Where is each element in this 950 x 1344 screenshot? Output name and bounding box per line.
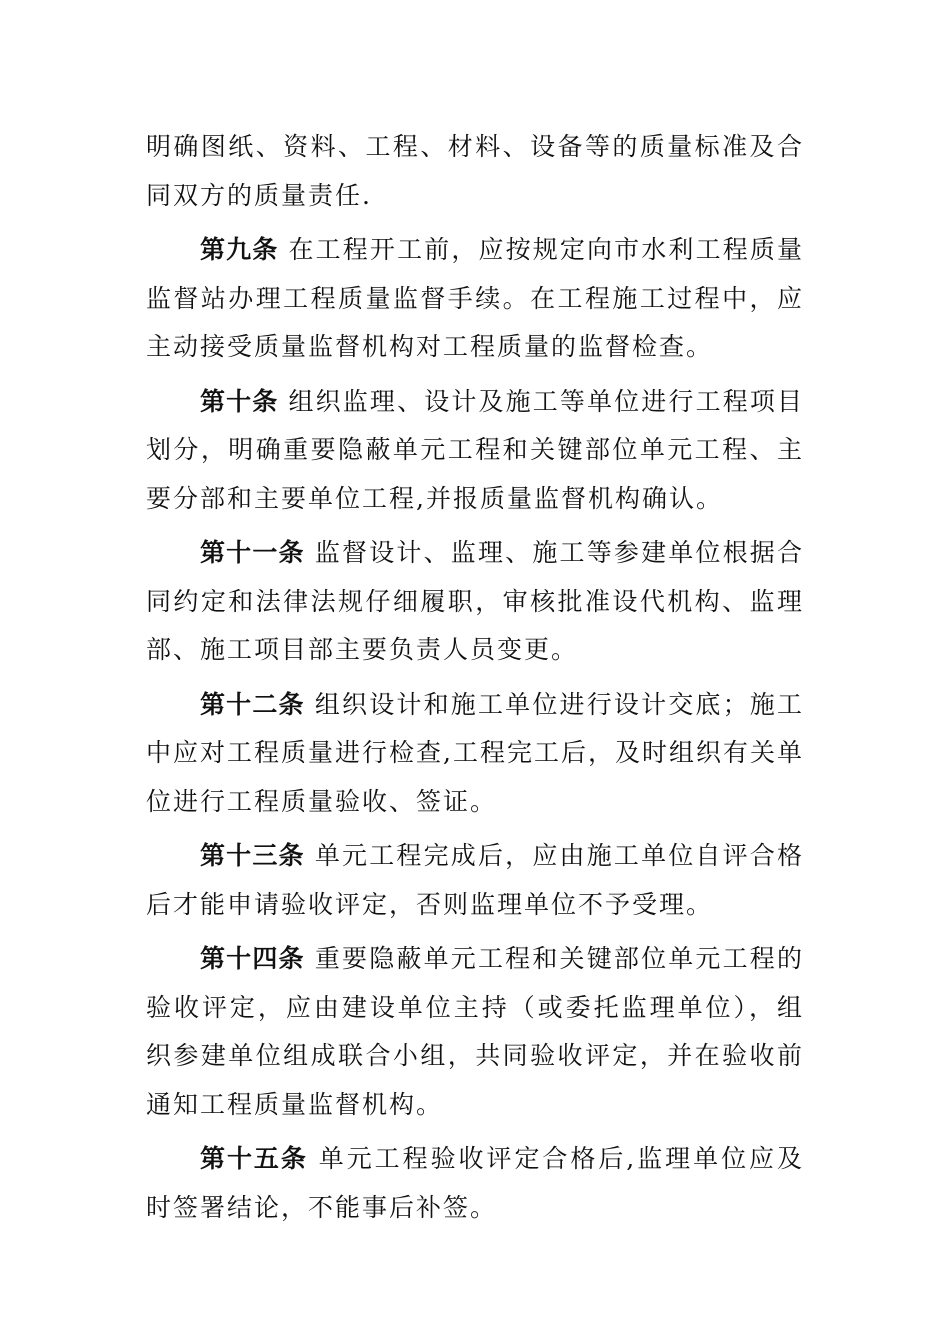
- paragraph-text: 在工程开工前，应按规定向市水利工程质量监督站办理工程质量监督手续。在工程施工过程中，应主动接受质量监督机构对工程质量的监督检查。: [146, 235, 804, 361]
- paragraph-text: 单元工程完成后，应由施工单位自评合格后才能申请验收评定，否则监理单位不予受理。: [146, 841, 804, 919]
- paragraph-article-10: [146, 378, 804, 524]
- article-number: 第十一条: [200, 538, 305, 567]
- paragraph-text: 单元工程验收评定合格后,监理单位应及时签署结论，不能事后补签。: [146, 1144, 804, 1222]
- paragraph-article-14: [146, 935, 804, 1129]
- paragraph-text: 监督设计、监理、施工等参建单位根据合同约定和法律法规仔细履职，审核批准设代机构、监理部、施工项目部主要负责人员变更。: [146, 538, 804, 664]
- article-number: 第十四条: [200, 944, 305, 973]
- article-number: 第九条: [200, 235, 279, 264]
- paragraph-text: 组织设计和施工单位进行设计交底；施工中应对工程质量进行检查,工程完工后，及时组织有关单位进行工程质量验收、签证。: [146, 689, 804, 816]
- article-number: 第十五条: [200, 1144, 308, 1173]
- paragraph-text: 重要隐蔽单元工程和关键部位单元工程的验收评定，应由建设单位主持（或委托监理单位），组织参建单位组成联合小组，共同验收评定，并在验收前通知工程质量监督机构。: [146, 944, 804, 1119]
- paragraph-continuation: [146, 123, 804, 220]
- paragraph-article-9: [146, 226, 804, 372]
- paragraph-article-11: [146, 529, 804, 675]
- paragraph-article-13: [146, 832, 804, 929]
- paragraph-text: 组织监理、设计及施工等单位进行工程项目划分，明确重要隐蔽单元工程和关键部位单元工程、主要分部和主要单位工程,并报质量监督机构确认。: [146, 386, 804, 513]
- article-number: 第十三条: [200, 841, 305, 870]
- paragraph-article-15: [146, 1135, 804, 1232]
- paragraph-text: 明确图纸、资料、工程、材料、设备等的质量标准及合同双方的质量责任.: [146, 132, 804, 210]
- paragraph-article-12: [146, 681, 804, 827]
- document-body: [146, 123, 804, 1232]
- article-number: 第十条: [200, 386, 279, 416]
- article-number: 第十二条: [200, 689, 305, 719]
